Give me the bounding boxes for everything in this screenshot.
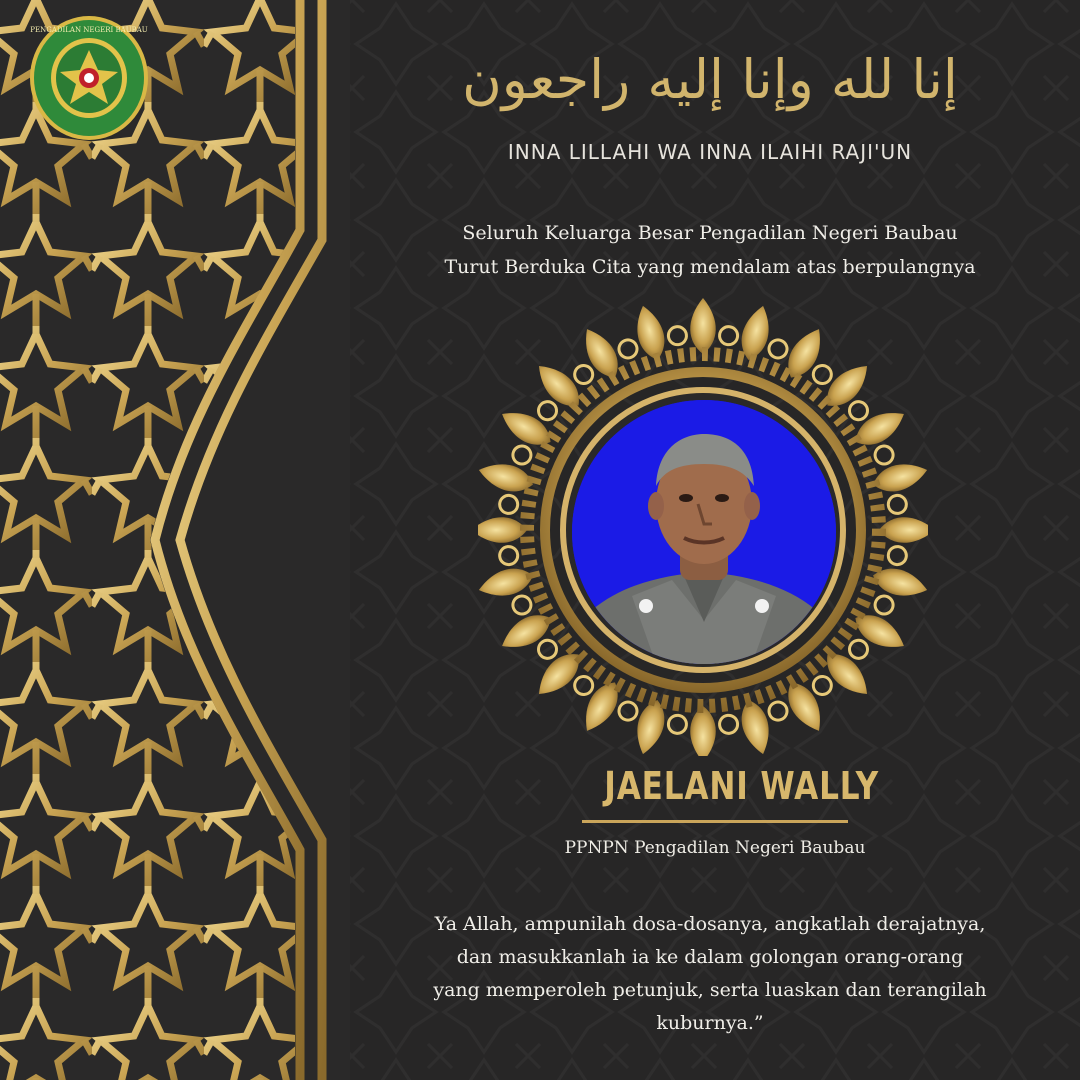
frame-scroll (872, 593, 896, 617)
frame-scroll (510, 593, 534, 617)
frame-petal (478, 517, 527, 543)
frame-petal (690, 706, 716, 756)
frame-scroll (846, 637, 871, 662)
frame-scroll (499, 545, 519, 565)
frame-scroll (766, 337, 790, 361)
frame-scroll (571, 673, 596, 698)
frame-petal (879, 517, 928, 543)
prayer-line-2: dan masukkanlah ia ke dalam golongan orang-orang (456, 946, 964, 968)
logo-text: PENGADILAN NEGERI BAUBAU (30, 26, 148, 34)
frame-scroll (872, 443, 896, 467)
intro-line-1: Seluruh Keluarga Besar Pengadilan Negeri Baubau (462, 222, 958, 244)
frame-scroll (846, 398, 871, 423)
court-seal-icon (28, 14, 150, 142)
transliteration-title: INNA LILLAHI WA INNA ILAIHI RAJI'UN (507, 140, 913, 164)
intro-text (380, 216, 1040, 284)
frame-petal (690, 298, 716, 354)
frame-scroll (667, 326, 687, 346)
prayer-text (360, 908, 1060, 1040)
deceased-portrait (572, 400, 836, 664)
frame-scroll (718, 326, 738, 346)
frame-scroll (616, 699, 640, 723)
frame-scroll (571, 362, 596, 387)
frame-scroll (535, 398, 560, 423)
frame-scroll (667, 714, 687, 734)
frame-scroll (887, 545, 907, 565)
frame-scroll (535, 637, 560, 662)
arabic-calligraphy: إنا لله وإنا إليه راجعون (462, 48, 958, 111)
prayer-line-3: yang memperoleh petunjuk, serta luaskan dan terangilah (433, 979, 987, 1001)
prayer-line-4: kuburnya.” (656, 1012, 764, 1034)
frame-scroll (887, 494, 907, 514)
frame-scroll (810, 673, 835, 698)
intro-line-2: Turut Berduka Cita yang mendalam atas berpulangnya (444, 256, 976, 278)
frame-scroll (766, 699, 790, 723)
deceased-position: PPNPN Pengadilan Negeri Baubau (564, 838, 866, 858)
frame-scroll (510, 443, 534, 467)
frame-scroll (499, 494, 519, 514)
frame-scroll (810, 362, 835, 387)
name-underline (582, 820, 848, 823)
frame-scroll (616, 337, 640, 361)
left-gold-ornament (0, 0, 350, 1080)
prayer-line-1: Ya Allah, ampunilah dosa-dosanya, angkatlah derajatnya, (434, 913, 986, 935)
deceased-name: JAELANI WALLY (604, 764, 879, 808)
frame-scroll (718, 714, 738, 734)
